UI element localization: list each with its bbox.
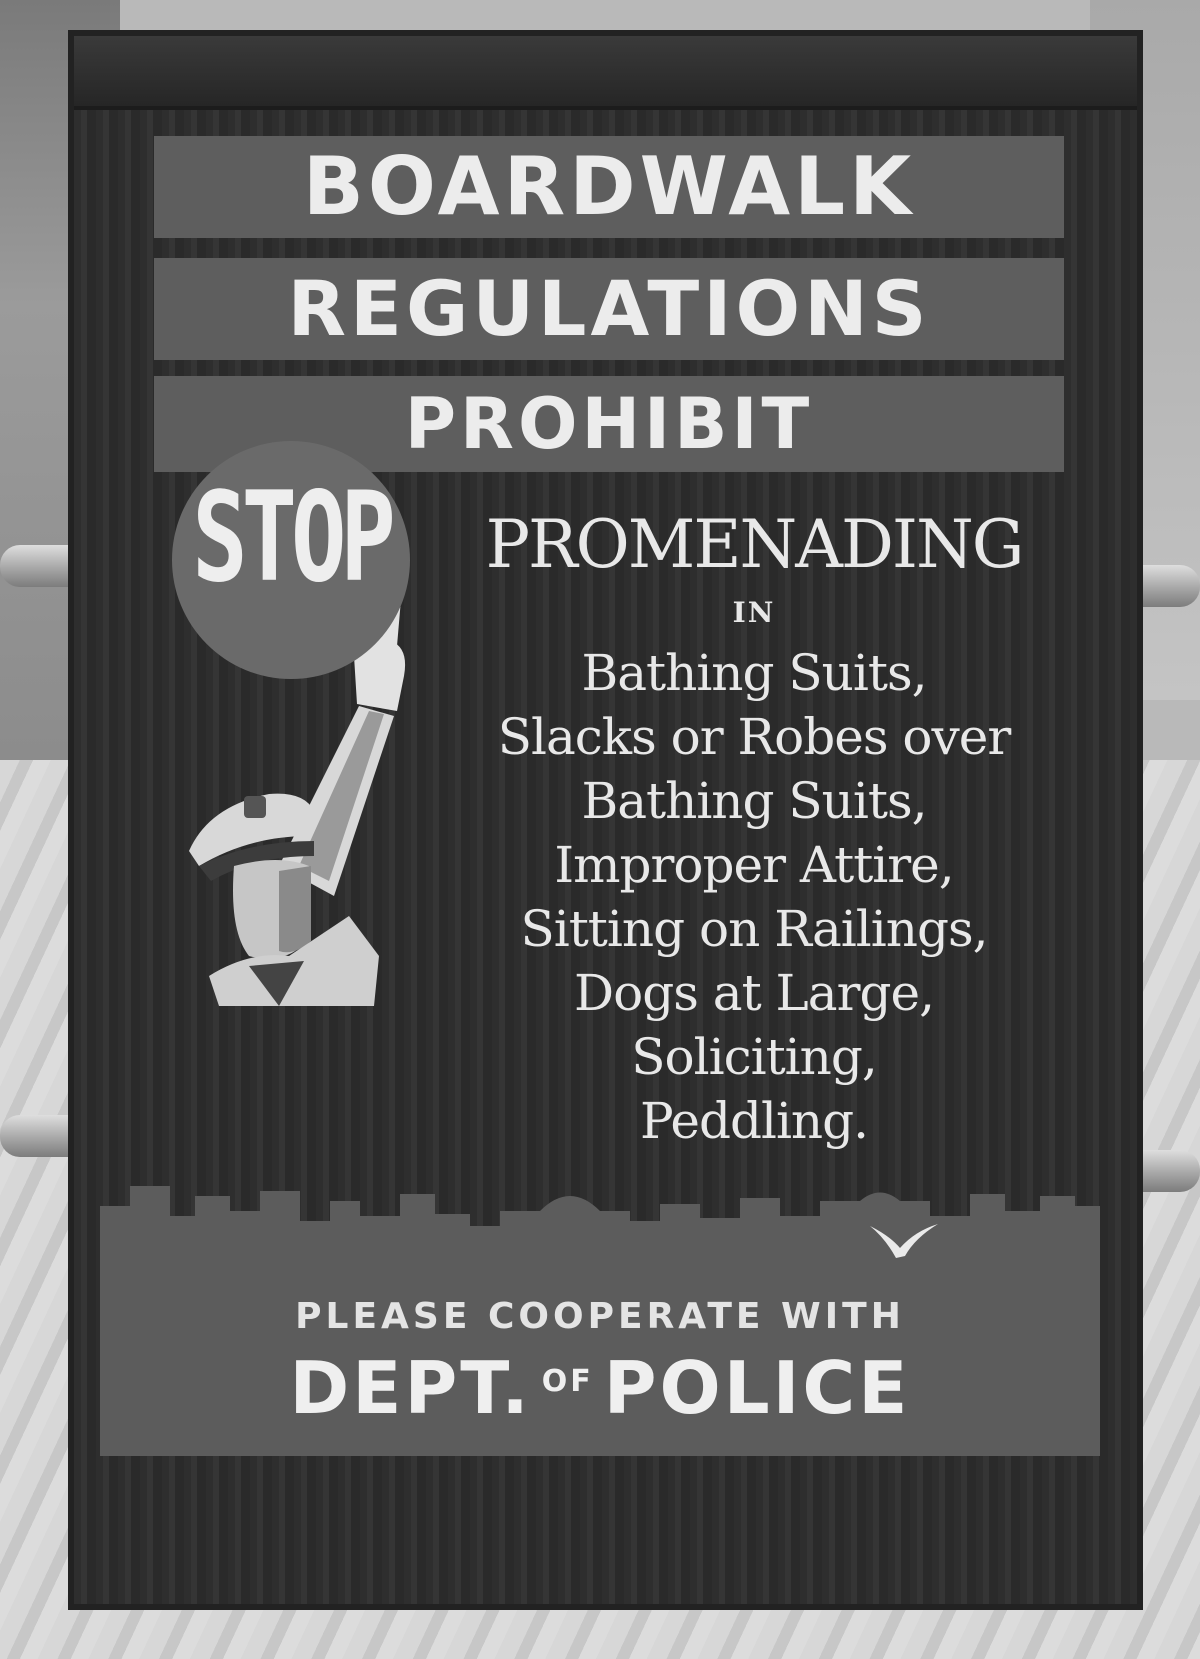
list-item: Soliciting,: [631, 1028, 877, 1086]
footer-cooperate: PLEASE COOPERATE WITH: [295, 1296, 905, 1337]
list-item: Dogs at Large,: [574, 964, 934, 1022]
banner-prohibit: PROHIBIT: [154, 376, 1064, 472]
footer-of: OF: [541, 1364, 594, 1399]
list-item: Improper Attire,: [554, 836, 954, 894]
footer-police: POLICE: [603, 1346, 911, 1430]
stop-label: STOP: [192, 465, 390, 610]
footer-dept: DEPT.: [289, 1346, 532, 1430]
list-item: Sitting on Railings,: [520, 900, 988, 958]
headline-promenading: PROMENADING: [485, 506, 1023, 583]
list-item: Slacks or Robes over: [497, 708, 1011, 766]
connector-in: IN: [732, 596, 776, 629]
list-item: Peddling.: [639, 1092, 869, 1150]
prohibited-list: [469, 641, 1039, 1153]
list-item: Bathing Suits,: [581, 644, 927, 702]
list-item: Bathing Suits,: [581, 772, 927, 830]
board-top-trim: [74, 36, 1137, 110]
footer-dept-police: [100, 1346, 1100, 1430]
banner-boardwalk: BOARDWALK: [154, 136, 1064, 238]
banner-regulations: REGULATIONS: [154, 258, 1064, 360]
sign-board: [68, 30, 1143, 1610]
